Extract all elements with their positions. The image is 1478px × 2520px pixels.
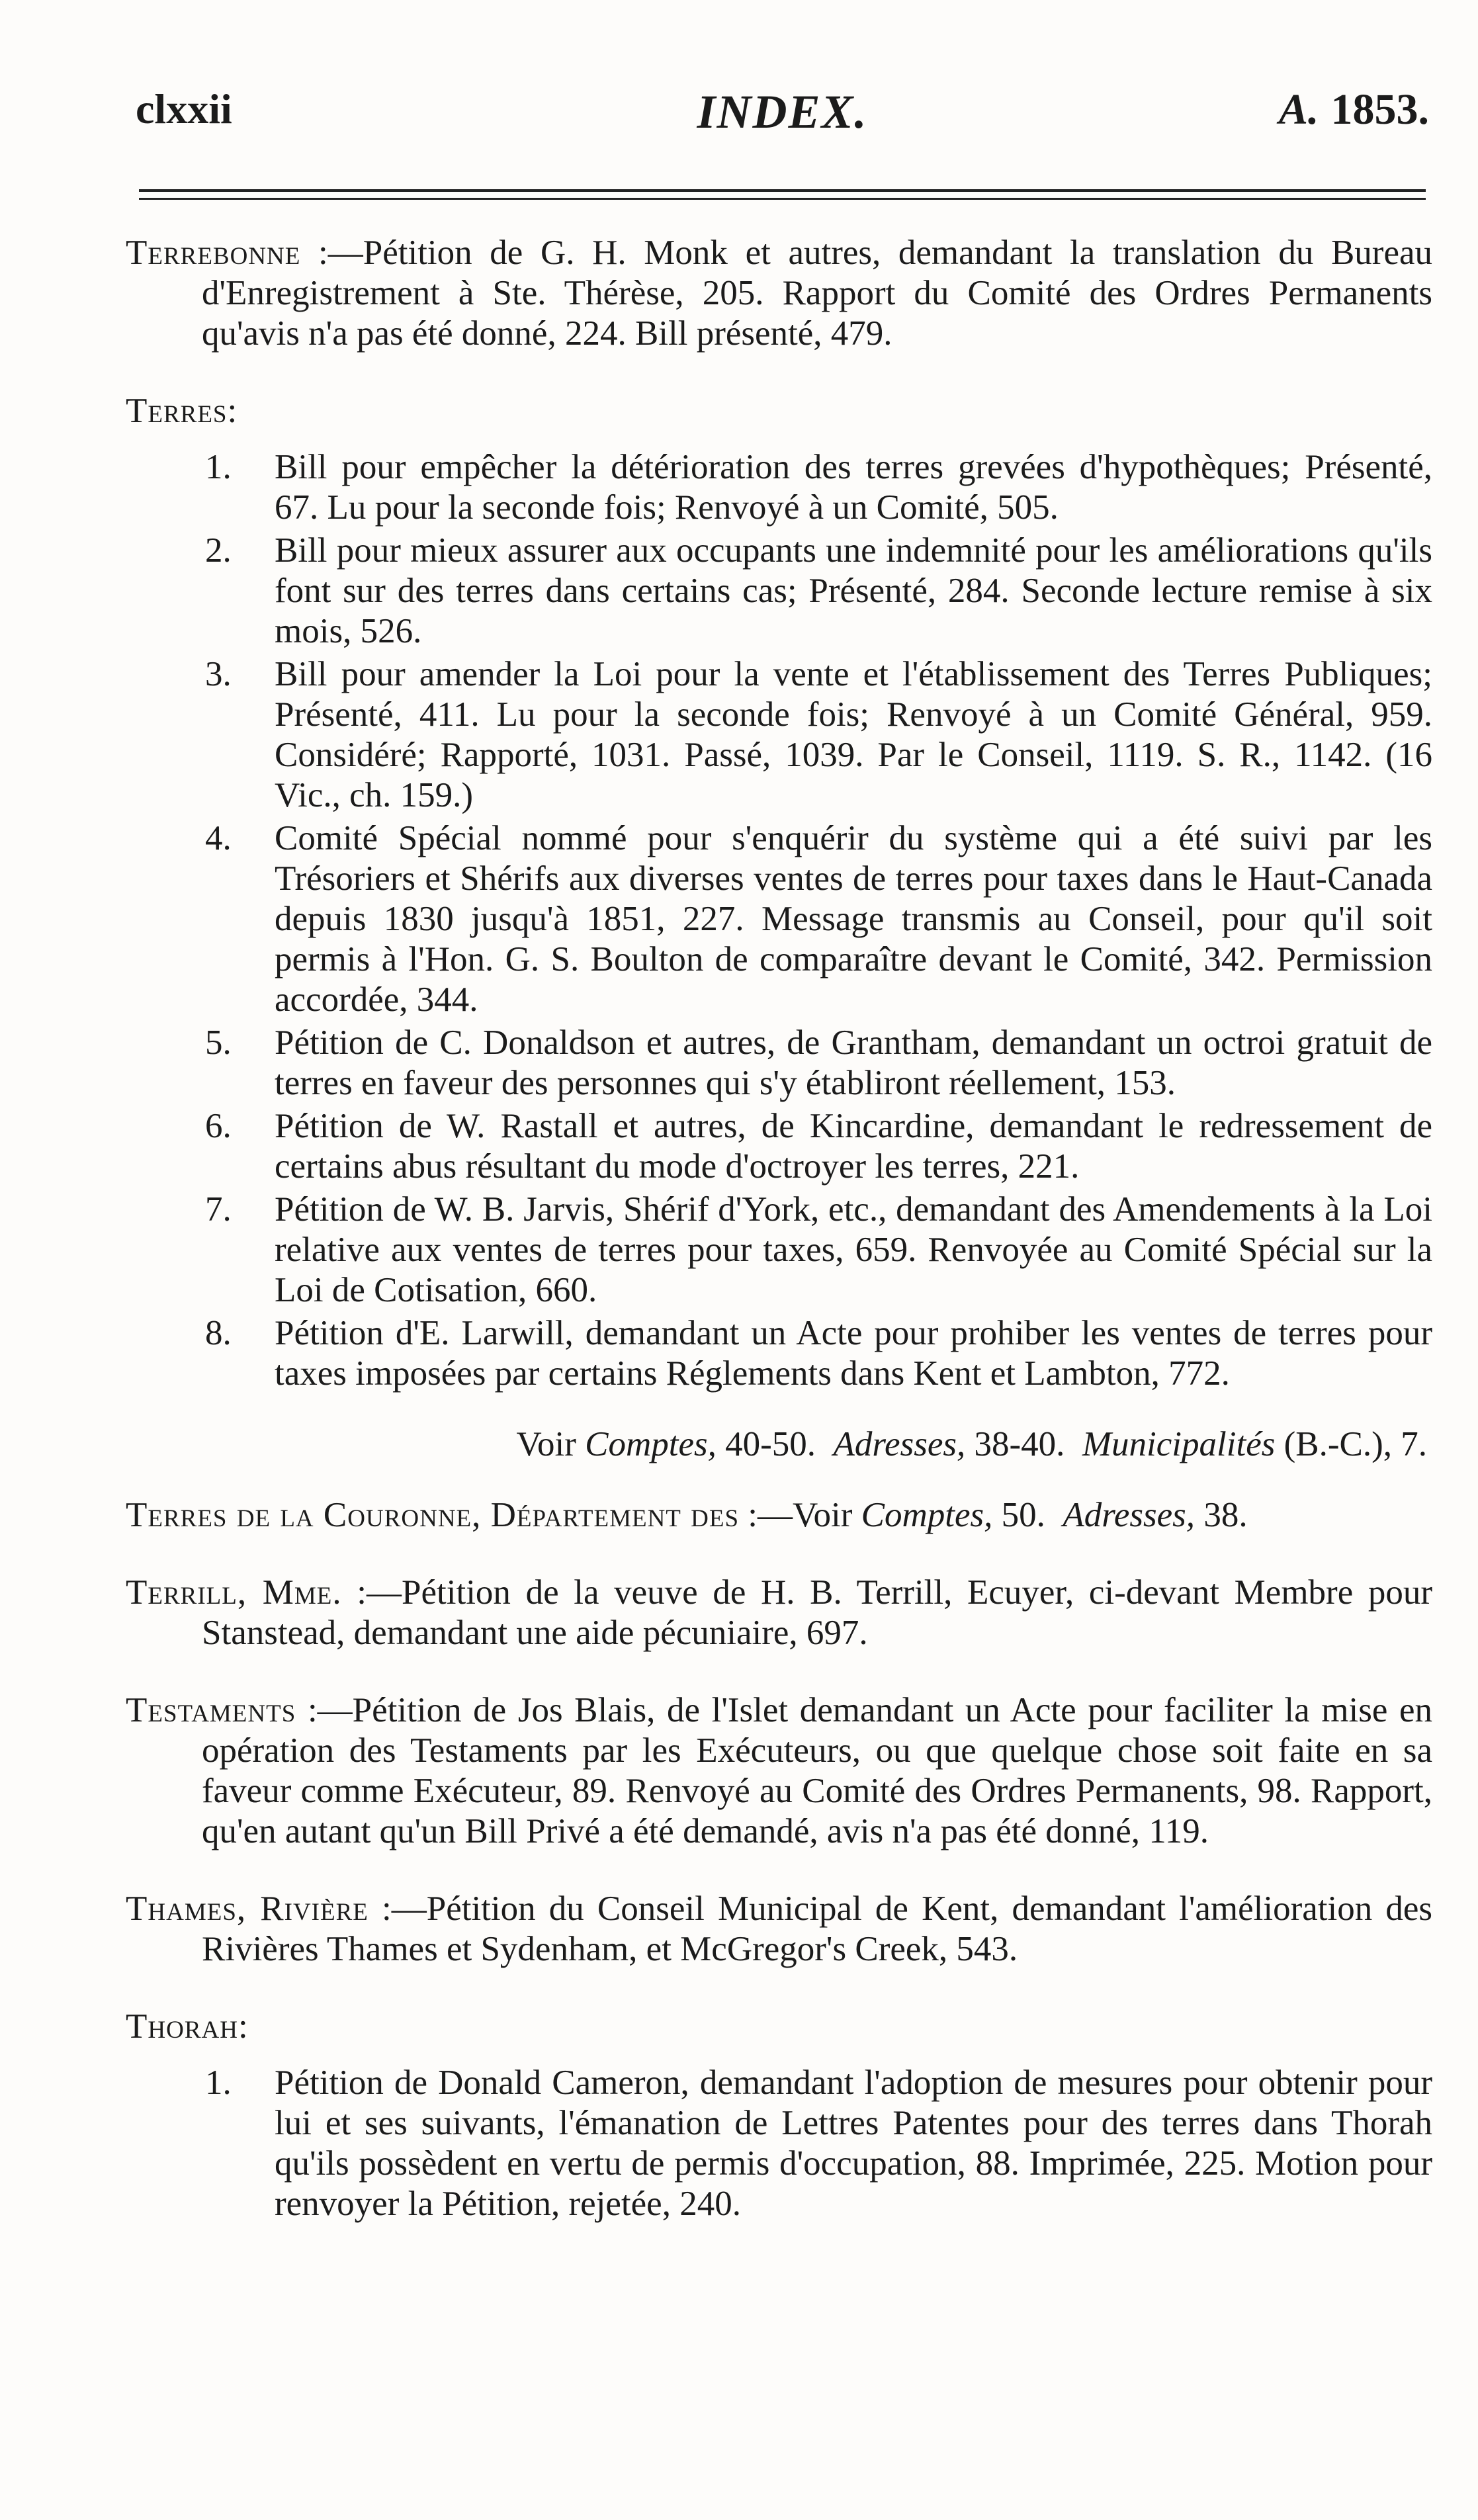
voir-ref-adresses: Adresses, bbox=[833, 1425, 966, 1463]
header-rule-top bbox=[139, 189, 1426, 192]
terres-cross-reference bbox=[126, 1424, 1432, 1465]
voir-ref-comptes-pages: 50. bbox=[1001, 1496, 1045, 1534]
page-year bbox=[1279, 85, 1429, 135]
item-text: Pétition de W. B. Jarvis, Shérif d'York, etc., demandant des Amendements à la Loi relative aux ventes de terres pour taxes, 659. Renvoyée au Comité Spécial sur la Loi de Cotisation, 660. bbox=[275, 1190, 1432, 1309]
entry-key: Testaments bbox=[126, 1691, 296, 1729]
item-text: Pétition de C. Donaldson et autres, de Grantham, demandant un octroi gratuit de terres en faveur des personnes qui s'y établiront réellement, 153. bbox=[275, 1023, 1432, 1102]
entry-key-suffix: : bbox=[238, 2007, 248, 2046]
item-number: 5. bbox=[205, 1023, 232, 1062]
entry-key: Terrebonne bbox=[126, 234, 301, 272]
year-prefix: A. bbox=[1278, 85, 1319, 134]
page-title: INDEX. bbox=[697, 85, 868, 138]
thorah-items bbox=[126, 2063, 1432, 2224]
entry-text: :—Pétition de la veuve de H. B. Terrill, Ecuyer, ci-devant Membre pour Stanstead, demandant une aide pécuniaire, 697. bbox=[202, 1573, 1433, 1652]
item-number: 3. bbox=[205, 655, 232, 693]
item-number: 6. bbox=[205, 1107, 232, 1145]
item-text: Comité Spécial nommé pour s'enquérir du système qui a été suivi par les Trésoriers et Shérifs aux diverses ventes de terres pour taxes dans le Haut-Canada depuis 1830 jusqu'à 1851, 227. Message transmis au Conseil, pour qu'il soit permis à l'Hon. G. S. Boulton de comparaître devant le Comité, 342. Permission accordée, 344. bbox=[275, 819, 1432, 1019]
item-text: Bill pour empêcher la détérioration des terres grevées d'hypothèques; Présenté, 67. Lu pour la seconde fois; Renvoyé à un Comité, 505. bbox=[275, 448, 1432, 527]
item-number: 4. bbox=[205, 819, 232, 857]
entry-key: Thames, Rivière bbox=[126, 1890, 369, 1928]
voir-ref-municipalites-pages: (B.-C.), 7. bbox=[1283, 1425, 1427, 1463]
list-item bbox=[126, 818, 1432, 1020]
list-item bbox=[126, 1190, 1432, 1311]
list-item bbox=[126, 447, 1432, 528]
entry-text: :—Pétition de Jos Blais, de l'Islet demandant un Acte pour faciliter la mise en opération des Testaments par les Exécuteurs, ou que quelque chose soit faite en sa faveur comme Exécuteur, 89. Renvoyé au Comité des Ordres Permanents, 98. Rapport, qu'en autant qu'un Bill Privé a été demandé, avis n'a pas été donné, 119. bbox=[202, 1691, 1433, 1850]
voir-ref-adresses: Adresses, bbox=[1063, 1496, 1195, 1534]
entry-key: Terres bbox=[126, 392, 228, 430]
voir-ref-comptes-pages: 40-50. bbox=[725, 1425, 816, 1463]
list-item bbox=[126, 1023, 1432, 1104]
item-number: 1. bbox=[205, 2064, 232, 2102]
list-item bbox=[126, 2063, 1432, 2224]
header-rule-bottom bbox=[139, 198, 1426, 200]
item-text: Bill pour amender la Loi pour la vente et l'établissement des Terres Publiques; Présenté, 411. Lu pour la seconde fois; Renvoyé à un Comité Général, 959. Considéré; Rapporté, 1031. Passé, 1039. Par le Conseil, 1119. S. R., 1142. (16 Vic., ch. 159.) bbox=[275, 655, 1432, 814]
entry-thorah-heading bbox=[126, 2007, 1432, 2047]
entry-testaments bbox=[126, 1690, 1432, 1852]
index-content bbox=[126, 233, 1432, 2255]
voir-prefix: Voir bbox=[516, 1425, 576, 1463]
item-number: 8. bbox=[205, 1314, 232, 1352]
list-item bbox=[126, 654, 1432, 816]
item-number: 7. bbox=[205, 1190, 232, 1229]
entry-key: Terrill, Mme. bbox=[126, 1573, 342, 1612]
entry-terres-heading bbox=[126, 391, 1432, 431]
voir-ref-comptes: Comptes, bbox=[585, 1425, 717, 1463]
page-number: clxxii bbox=[136, 85, 232, 132]
year-value: 1853. bbox=[1330, 85, 1429, 134]
voir-ref-adresses-pages: 38-40. bbox=[974, 1425, 1065, 1463]
voir-ref-municipalites: Municipalités bbox=[1082, 1425, 1276, 1463]
entry-terrebonne bbox=[126, 233, 1432, 354]
item-text: Bill pour mieux assurer aux occupants une indemnité pour les améliorations qu'ils font sur des terres dans certains cas; Présenté, 284. Seconde lecture remise à six mois, 526. bbox=[275, 531, 1432, 650]
item-text: Pétition de Donald Cameron, demandant l'adoption de mesures pour obtenir pour lui et ses suivants, l'émanation de Lettres Patentes pour des terres dans Thorah qu'ils possèdent en vertu de permis d'occupation, 88. Imprimée, 225. Motion pour renvoyer la Pétition, rejetée, 240. bbox=[275, 2064, 1432, 2223]
entry-key-suffix: : bbox=[227, 392, 238, 430]
entry-text: :—Voir bbox=[748, 1496, 853, 1534]
terres-items bbox=[126, 447, 1432, 1394]
entry-thames bbox=[126, 1889, 1432, 1970]
entry-terrill bbox=[126, 1573, 1432, 1653]
item-text: Pétition de W. Rastall et autres, de Kincardine, demandant le redressement de certains abus résultant du mode d'octroyer les terres, 221. bbox=[275, 1107, 1432, 1186]
list-item bbox=[126, 1106, 1432, 1187]
list-item bbox=[126, 1313, 1432, 1394]
page-header bbox=[136, 85, 1429, 157]
entry-text: :—Pétition de G. H. Monk et autres, demandant la translation du Bureau d'Enregistrement à Ste. Thérèse, 205. Rapport du Comité des Ordres Permanents qu'avis n'a pas été donné, 224. Bill présenté, 479. bbox=[202, 234, 1433, 353]
item-text: Pétition d'E. Larwill, demandant un Acte pour prohiber les ventes de terres pour taxes imposées par certains Réglements dans Kent et Lambton, 772. bbox=[275, 1314, 1432, 1393]
list-item bbox=[126, 531, 1432, 652]
entry-key: Terres de la Couronne, Département des bbox=[126, 1496, 740, 1534]
item-number: 1. bbox=[205, 448, 232, 486]
item-number: 2. bbox=[205, 531, 232, 570]
entry-terres-couronne bbox=[126, 1495, 1432, 1536]
voir-ref-comptes: Comptes, bbox=[861, 1496, 993, 1534]
voir-ref-adresses-pages: 38. bbox=[1203, 1496, 1248, 1534]
entry-text: :—Pétition du Conseil Municipal de Kent, demandant l'amélioration des Rivières Thames et Sydenham, et McGregor's Creek, 543. bbox=[202, 1890, 1433, 1968]
entry-key: Thorah bbox=[126, 2007, 238, 2046]
